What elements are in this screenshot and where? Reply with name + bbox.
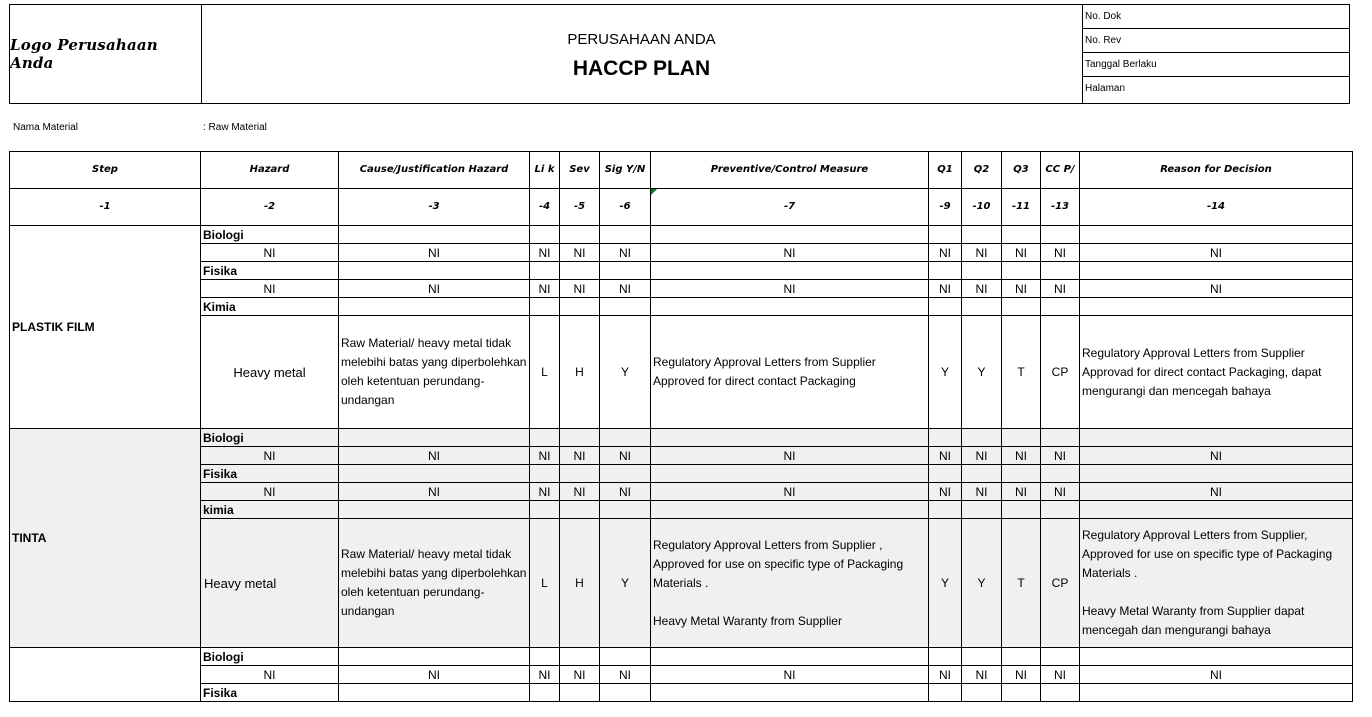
col-number: -3 — [339, 189, 530, 226]
q3-cell: T — [1002, 316, 1041, 429]
table-row — [10, 648, 1353, 666]
column-number-row — [10, 189, 1353, 226]
col-number: -1 — [10, 189, 201, 226]
cell-ni: NI — [1041, 280, 1080, 298]
cell-ni: NI — [600, 280, 651, 298]
cell-ni: NI — [201, 447, 339, 465]
hazard-category: Kimia — [201, 298, 339, 316]
cell-ni: NI — [651, 666, 929, 684]
company-name: PERUSAHAAN ANDA — [567, 31, 716, 48]
col-reason: Reason for Decision — [1080, 152, 1353, 189]
cell-ni: NI — [1080, 483, 1353, 501]
col-control-measure: Preventive/Control Measure — [651, 152, 929, 189]
cell-ni: NI — [201, 244, 339, 262]
cell-ni: NI — [962, 280, 1002, 298]
table-row — [10, 280, 1353, 298]
step-cell — [10, 648, 201, 702]
col-number: -6 — [600, 189, 651, 226]
cell-ni: NI — [201, 483, 339, 501]
cell-ni: NI — [600, 483, 651, 501]
q2-cell: Y — [962, 519, 1002, 648]
cell-ni: NI — [1041, 244, 1080, 262]
table-row — [10, 316, 1353, 429]
company-logo: Logo Perusahaan Anda — [10, 5, 202, 103]
cell-ni: NI — [339, 280, 530, 298]
cell-ni: NI — [560, 666, 600, 684]
likelihood-cell: L — [530, 519, 560, 648]
significance-cell: Y — [600, 519, 651, 648]
cell-ni: NI — [530, 447, 560, 465]
col-step: Step — [10, 152, 201, 189]
document-title: HACCP PLAN — [572, 57, 711, 80]
col-number: -4 — [530, 189, 560, 226]
column-header-row — [10, 152, 1353, 189]
cell-ni: NI — [339, 666, 530, 684]
cell-ni: NI — [1080, 244, 1353, 262]
table-row — [10, 684, 1353, 702]
hazard-name: Heavy metal — [201, 519, 339, 648]
cell-ni: NI — [1080, 280, 1353, 298]
table-row — [10, 465, 1353, 483]
table-row — [10, 519, 1353, 648]
col-significance: Sig Y/N — [600, 152, 651, 189]
col-hazard: Hazard — [201, 152, 339, 189]
control-measure-cell — [651, 519, 929, 648]
cell-ni: NI — [651, 244, 929, 262]
cell-ni: NI — [560, 244, 600, 262]
cell-ni: NI — [929, 666, 962, 684]
cell-ni: NI — [1002, 447, 1041, 465]
table-row — [10, 447, 1353, 465]
cell-ni: NI — [339, 483, 530, 501]
cell-ni: NI — [1041, 447, 1080, 465]
col-q2: Q2 — [962, 152, 1002, 189]
cell-ni: NI — [962, 483, 1002, 501]
col-number: -11 — [1002, 189, 1041, 226]
cell-ni: NI — [560, 280, 600, 298]
cell-ni: NI — [600, 666, 651, 684]
cell-ni: NI — [1080, 447, 1353, 465]
q1-cell: Y — [929, 316, 962, 429]
table-row — [10, 666, 1353, 684]
cell-ni: NI — [651, 447, 929, 465]
col-number: -5 — [560, 189, 600, 226]
q3-cell: T — [1002, 519, 1041, 648]
severity-cell: H — [560, 316, 600, 429]
likelihood-cell: L — [530, 316, 560, 429]
hazard-category: kimia — [201, 501, 339, 519]
ccp-cell: CP — [1041, 519, 1080, 648]
table-row — [10, 298, 1353, 316]
col-q3: Q3 — [1002, 152, 1041, 189]
cell-ni: NI — [1002, 244, 1041, 262]
cell-ni: NI — [651, 280, 929, 298]
step-cell: PLASTIK FILM — [10, 226, 201, 429]
cell-ni: NI — [600, 244, 651, 262]
cell-ni: NI — [1002, 280, 1041, 298]
reason-cell — [1080, 519, 1353, 648]
reason-text: Regulatory Approval Letters from Supplier, Approved for use on specific type of Packaging Materials . — [1082, 528, 1333, 580]
table-row — [10, 429, 1353, 447]
hazard-category: Fisika — [201, 262, 339, 280]
cell-ni: NI — [530, 483, 560, 501]
effective-date-label: Tanggal Berlaku — [1082, 53, 1349, 77]
col-q1: Q1 — [929, 152, 962, 189]
cell-ni: NI — [929, 244, 962, 262]
page-label: Halaman — [1085, 83, 1126, 94]
cell-ni: NI — [530, 244, 560, 262]
cell-ni: NI — [1002, 666, 1041, 684]
col-ccp: CC P/ — [1041, 152, 1080, 189]
significance-cell: Y — [600, 316, 651, 429]
haccp-table — [9, 151, 1353, 702]
cell-ni: NI — [339, 244, 530, 262]
col-cause: Cause/Justification Hazard — [339, 152, 530, 189]
col-number: -7 — [651, 189, 929, 226]
material-value: : Raw Material — [203, 122, 267, 133]
hazard-category: Biologi — [201, 429, 339, 447]
cell-ni: NI — [929, 280, 962, 298]
col-severity: Sev — [560, 152, 600, 189]
cell-ni: NI — [962, 666, 1002, 684]
cell-ni: NI — [201, 666, 339, 684]
q1-cell: Y — [929, 519, 962, 648]
hazard-category: Biologi — [201, 226, 339, 244]
cell-ni: NI — [1080, 666, 1353, 684]
reason-cell: Regulatory Approval Letters from Supplier Approvad for direct contact Packaging, dapat mengurangi dan mencegah bahaya — [1080, 316, 1353, 429]
table-row — [10, 483, 1353, 501]
cell-ni: NI — [560, 483, 600, 501]
col-number: -9 — [929, 189, 962, 226]
doc-number-label: No. Dok — [1082, 5, 1349, 29]
cell-ni: NI — [962, 447, 1002, 465]
header-title-block — [201, 5, 1083, 103]
table-row — [10, 226, 1353, 244]
cell-ni: NI — [929, 447, 962, 465]
table-row — [10, 262, 1353, 280]
cell-ni: NI — [1041, 483, 1080, 501]
control-measure-cell: Regulatory Approval Letters from Supplier Approved for direct contact Packaging — [651, 316, 929, 429]
control-measure-text: Regulatory Approval Letters from Supplier , Approved for use on specific type of Packaging Materials . — [653, 537, 904, 590]
document-info — [1082, 5, 1349, 103]
col-number: -2 — [201, 189, 339, 226]
hazard-category: Fisika — [201, 465, 339, 483]
cause-cell: Raw Material/ heavy metal tidak melebihi batas yang diperbolehkan oleh ketentuan perundang-undangan — [339, 519, 530, 648]
hazard-category: Fisika — [201, 684, 339, 702]
step-cell: TINTA — [10, 429, 201, 648]
cause-cell: Raw Material/ heavy metal tidak melebihi batas yang diperbolehkan oleh ketentuan perundang-undangan — [339, 316, 530, 429]
col-number: -10 — [962, 189, 1002, 226]
cell-ni: NI — [600, 447, 651, 465]
material-label: Nama Material — [13, 122, 79, 133]
revision-label: No. Rev — [1082, 29, 1349, 53]
cell-ni: NI — [1041, 666, 1080, 684]
col-likelihood: Li k — [530, 152, 560, 189]
table-row — [10, 501, 1353, 519]
cell-ni: NI — [651, 483, 929, 501]
col-number: -14 — [1080, 189, 1353, 226]
col-number: -13 — [1041, 189, 1080, 226]
cell-ni: NI — [530, 280, 560, 298]
cell-ni: NI — [560, 447, 600, 465]
cell-ni: NI — [962, 244, 1002, 262]
hazard-name: Heavy metal — [201, 316, 339, 429]
cell-ni: NI — [339, 447, 530, 465]
cell-ni: NI — [201, 280, 339, 298]
control-measure-text: Heavy Metal Waranty from Supplier — [653, 613, 842, 628]
document-header — [9, 4, 1350, 104]
hazard-category: Biologi — [201, 648, 339, 666]
table-row — [10, 244, 1353, 262]
q2-cell: Y — [962, 316, 1002, 429]
severity-cell: H — [560, 519, 600, 648]
reason-text: Heavy Metal Waranty from Supplier dapat mencegah dan mengurangi bahaya — [1082, 604, 1305, 637]
ccp-cell: CP — [1041, 316, 1080, 429]
cell-ni: NI — [929, 483, 962, 501]
cell-ni: NI — [1002, 483, 1041, 501]
cell-ni: NI — [530, 666, 560, 684]
